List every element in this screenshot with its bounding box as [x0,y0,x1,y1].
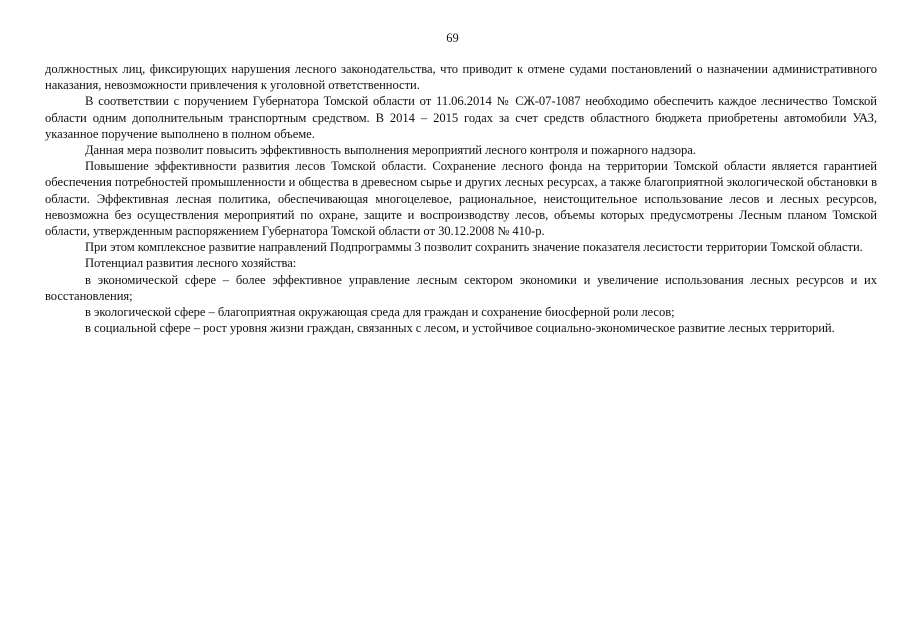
paragraph-continuation: должностных лиц, фиксирующих нарушения лесного законодательства, что приводит к отмене судами постановлений о назначении административного наказания, невозможности привлечения к уголовной ответственности. [45,62,877,93]
paragraph-measure-effect: Данная мера позволит повысить эффективность выполнения мероприятий лесного контроля и пожарного надзора. [85,143,696,158]
page-number: 69 [446,31,459,45]
paragraph-ecological-sphere: в экологической сфере – благоприятная окружающая среда для граждан и сохранение биосферной роли лесов; [85,305,675,320]
paragraph-governor-order: В соответствии с поручением Губернатора Томской области от 11.06.2014 № СЖ-07-1087 необходимо обеспечить каждое лесничество Томской области одним дополнительным транспортным средством. В 2014 – 2015 годах за счет средств областного бюджета приобретены автомобили УАЗ, указанное поручение выполнено в полном объеме. [45,94,877,141]
paragraph-economic-sphere: в экономической сфере – более эффективное управление лесным сектором экономики и увеличение использования лесных ресурсов и их восстановления; [45,272,877,303]
paragraph-social-sphere: в социальной сфере – рост уровня жизни граждан, связанных с лесом, и устойчивое социально-экономическое развитие лесных территорий. [85,321,835,336]
paragraph-potential-heading: Потенциал развития лесного хозяйства: [85,256,297,271]
paragraph-forest-cover: При этом комплексное развитие направлений Подпрограммы 3 позволит сохранить значение показателя лесистости территории Томской области. [85,240,863,255]
paragraph-forest-efficiency: Повышение эффективности развития лесов Томской области. Сохранение лесного фонда на территории Томской области является гарантией обеспечения потребностей промышленности и общества в древесном сырье и других лесных ресурсах, а также благоприятной экологической обстановки в области. Эффективная лесная политика, обеспечивающая многоцелевое, рациональное, неистощительное использование лесов и лесных ресурсов, невозможна без осуществления мероприятий по охране, защите и воспроизводству лесов, объемы которых предусмотрены Лесным планом Томской области, утвержденным распоряжением Губернатора Томской области от 30.12.2008 № 410-р. [45,159,877,239]
body-text [45,61,877,336]
